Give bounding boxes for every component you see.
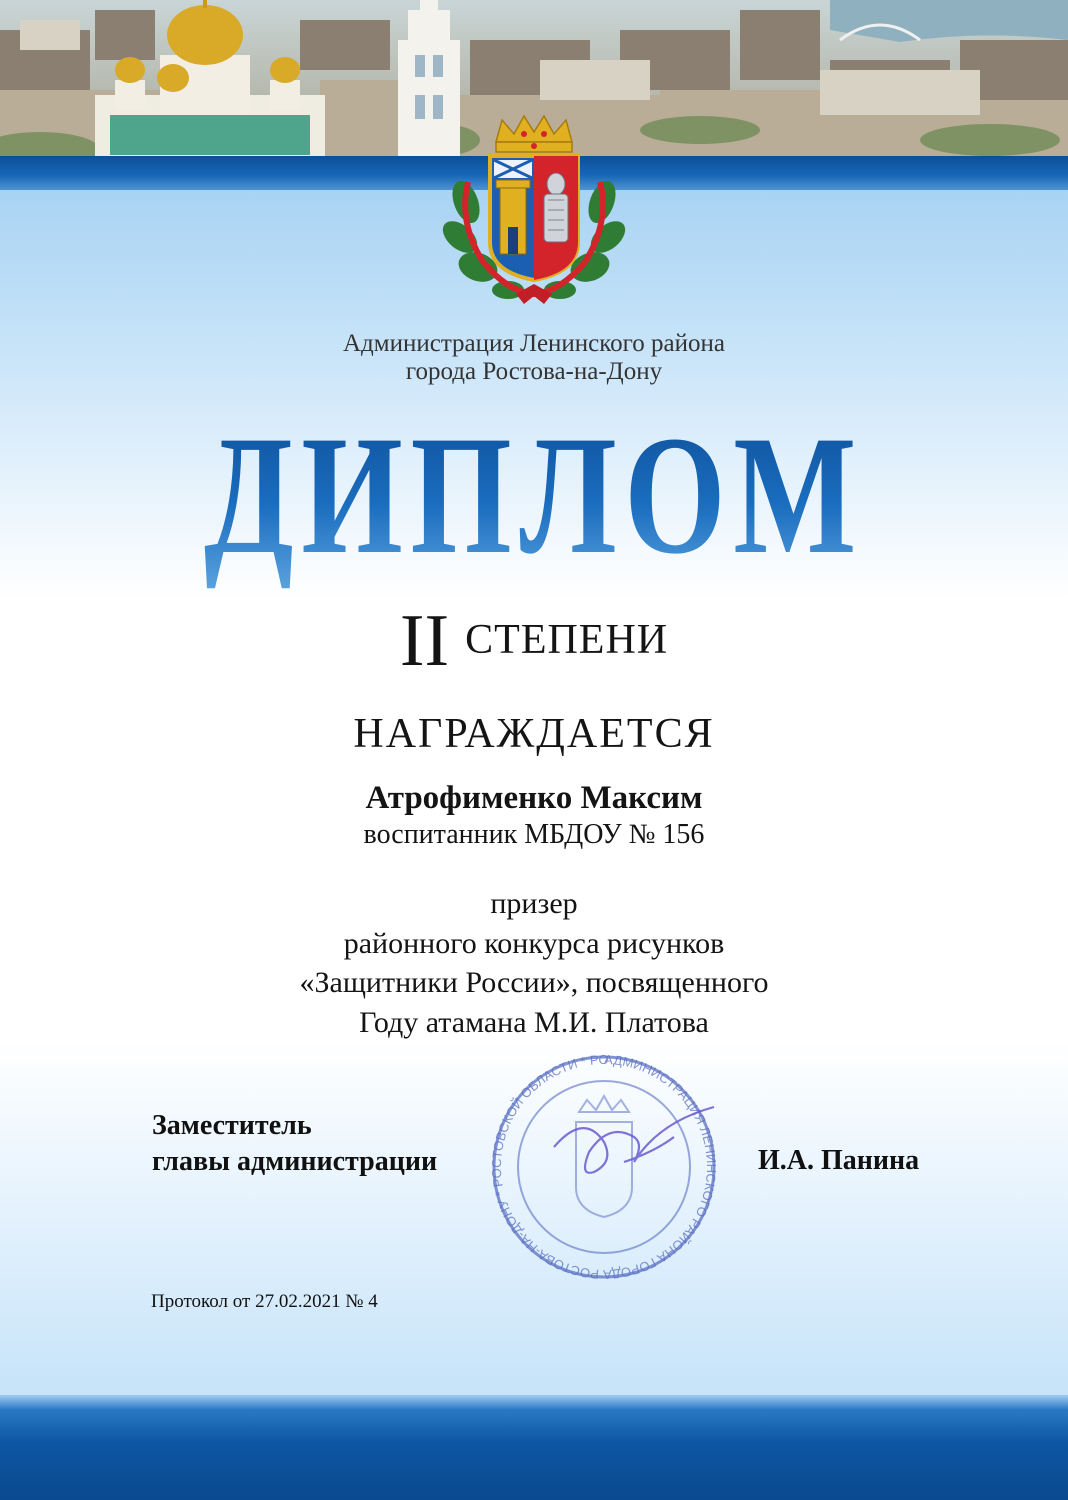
official-stamp — [484, 1052, 724, 1282]
awarded-label: НАГРАЖДАЕТСЯ — [353, 711, 715, 757]
reason-line1: призер — [490, 887, 578, 920]
stamp-ring-text: АДМИНИСТРАЦИЯ ЛЕНИНСКОГО РАЙОНА ГОРОДА РОСТОВА-НА-ДОНУ * РОСТОВСКОЙ ОБЛАСТИ * РО — [488, 1052, 719, 1282]
bottom-blue-band — [0, 1395, 1068, 1500]
signer-position-line1: Заместитель — [152, 1110, 312, 1141]
signer-name: И.А. Панина — [758, 1145, 920, 1176]
degree-word: СТЕПЕНИ — [465, 617, 669, 663]
award-reason — [0, 884, 1068, 1042]
degree-roman: II — [399, 600, 450, 682]
recipient-name: Атрофименко Максим — [365, 780, 703, 816]
diploma-title-text: ДИПЛОМ — [204, 430, 864, 589]
recipient-affiliation: воспитанник МБДОУ № 156 — [363, 819, 705, 850]
protocol-note: Протокол от 27.02.2021 № 4 — [151, 1291, 378, 1312]
reason-line4: Году атамана М.И. Платова — [359, 1005, 709, 1039]
diploma-title — [0, 430, 1068, 600]
issuer-line1: Администрация Ленинского района — [343, 330, 725, 357]
signer-position — [152, 1108, 437, 1180]
degree-line — [0, 600, 1068, 682]
issuer-block — [0, 330, 1068, 386]
rostov-coat-of-arms-icon — [438, 112, 630, 308]
signer-position-line2: главы администрации — [152, 1146, 438, 1177]
reason-line2: районного конкурса рисунков — [343, 926, 725, 960]
issuer-line2: города Ростова-на-Дону — [405, 358, 663, 385]
reason-line3: «Защитники России», посвященного — [299, 966, 769, 999]
